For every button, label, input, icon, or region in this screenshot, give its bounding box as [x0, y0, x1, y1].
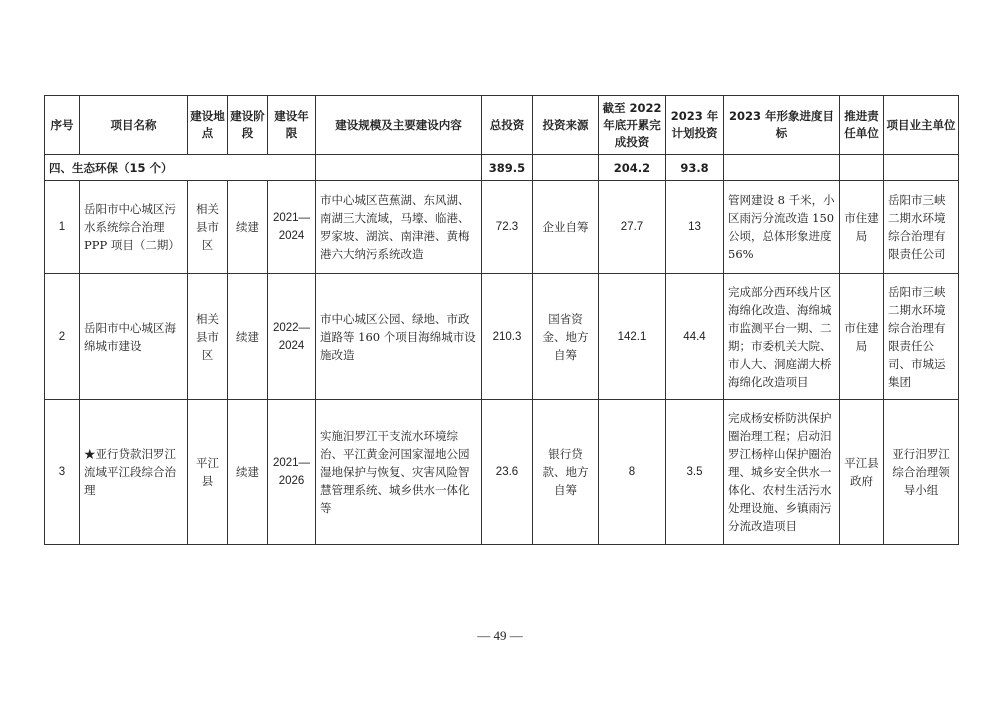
row-source: 银行贷款、地方自筹 [533, 400, 599, 545]
header-content: 建设规模及主要建设内容 [316, 96, 482, 155]
row-owner: 岳阳市三峡二期水环境综合治理有限责任公司、市城运集团 [884, 274, 959, 400]
row-target: 管网建设 8 千米，小区雨污分流改造 150 公顷，总体形象进度 56% [724, 181, 840, 274]
row-total: 72.3 [482, 181, 533, 274]
header-years: 建设年限 [268, 96, 316, 155]
row-plan: 44.4 [666, 274, 724, 400]
header-target: 2023 年形象进度目标 [724, 96, 840, 155]
row-seq: 3 [45, 400, 80, 545]
row-name: 岳阳市中心城区海绵城市建设 [80, 274, 188, 400]
row-completed: 142.1 [599, 274, 666, 400]
header-source: 投资来源 [533, 96, 599, 155]
header-stage: 建设阶段 [228, 96, 268, 155]
page-number: — 49 — [477, 628, 523, 643]
section-target-empty [724, 155, 840, 181]
row-content: 实施汨罗江干支流水环境综治、平江黄金河国家湿地公园湿地保护与恢复、灾害风险智慧管理系统、城乡供水一体化等 [316, 400, 482, 545]
row-seq: 1 [45, 181, 80, 274]
row-plan: 13 [666, 181, 724, 274]
header-location: 建设地点 [188, 96, 228, 155]
row-seq: 2 [45, 274, 80, 400]
row-years: 2021—2026 [268, 400, 316, 545]
section-completed: 204.2 [599, 155, 666, 181]
row-content: 市中心城区公园、绿地、市政道路等 160 个项目海绵城市设施改造 [316, 274, 482, 400]
header-row [45, 96, 959, 155]
row-years: 2021—2024 [268, 181, 316, 274]
row-name: ★亚行贷款汨罗江流域平江段综合治理 [80, 400, 188, 545]
table-row [45, 274, 959, 400]
row-location: 平江县 [188, 400, 228, 545]
row-years: 2022—2024 [268, 274, 316, 400]
section-unit-empty [840, 155, 884, 181]
section-source-empty [533, 155, 599, 181]
row-content: 市中心城区芭蕉湖、东风湖、南湖三大流域，马壕、临港、罗家坡、湖滨、南津港、黄梅港六大纳污系统改造 [316, 181, 482, 274]
section-label: 四、生态环保（15 个） [45, 155, 316, 181]
row-unit: 市住建局 [840, 181, 884, 274]
section-row [45, 155, 959, 181]
row-target: 完成部分西环线片区海绵化改造、海绵城市监测平台一期、二期；市委机关大院、市人大、洞庭湖大桥海绵化改造项目 [724, 274, 840, 400]
section-content-empty [316, 155, 482, 181]
table-row [45, 181, 959, 274]
header-name: 项目名称 [80, 96, 188, 155]
header-owner: 项目业主单位 [884, 96, 959, 155]
header-completed: 截至 2022 年底开累完成投资 [599, 96, 666, 155]
row-stage: 续建 [228, 181, 268, 274]
row-completed: 8 [599, 400, 666, 545]
row-stage: 续建 [228, 274, 268, 400]
row-completed: 27.7 [599, 181, 666, 274]
row-target: 完成杨安桥防洪保护圈治理工程；启动汨罗江杨梓山保护圈治理、城乡安全供水一体化、农村生活污水处理设施、乡镇雨污分流改造项目 [724, 400, 840, 545]
row-unit: 市住建局 [840, 274, 884, 400]
section-plan: 93.8 [666, 155, 724, 181]
header-seq: 序号 [45, 96, 80, 155]
row-source: 国省资金、地方自筹 [533, 274, 599, 400]
row-location: 相关县市区 [188, 274, 228, 400]
table-row [45, 400, 959, 545]
row-stage: 续建 [228, 400, 268, 545]
row-unit: 平江县政府 [840, 400, 884, 545]
row-total: 210.3 [482, 274, 533, 400]
header-total: 总投资 [482, 96, 533, 155]
row-name: 岳阳市中心城区污水系统综合治理 PPP 项目（二期） [80, 181, 188, 274]
row-plan: 3.5 [666, 400, 724, 545]
row-location: 相关县市区 [188, 181, 228, 274]
header-plan: 2023 年计划投资 [666, 96, 724, 155]
row-owner: 岳阳市三峡二期水环境综合治理有限责任公司 [884, 181, 959, 274]
section-owner-empty [884, 155, 959, 181]
row-source: 企业自筹 [533, 181, 599, 274]
row-total: 23.6 [482, 400, 533, 545]
investment-project-table [44, 95, 959, 545]
header-unit: 推进责任单位 [840, 96, 884, 155]
section-total: 389.5 [482, 155, 533, 181]
row-owner: 亚行汨罗江综合治理领导小组 [884, 400, 959, 545]
